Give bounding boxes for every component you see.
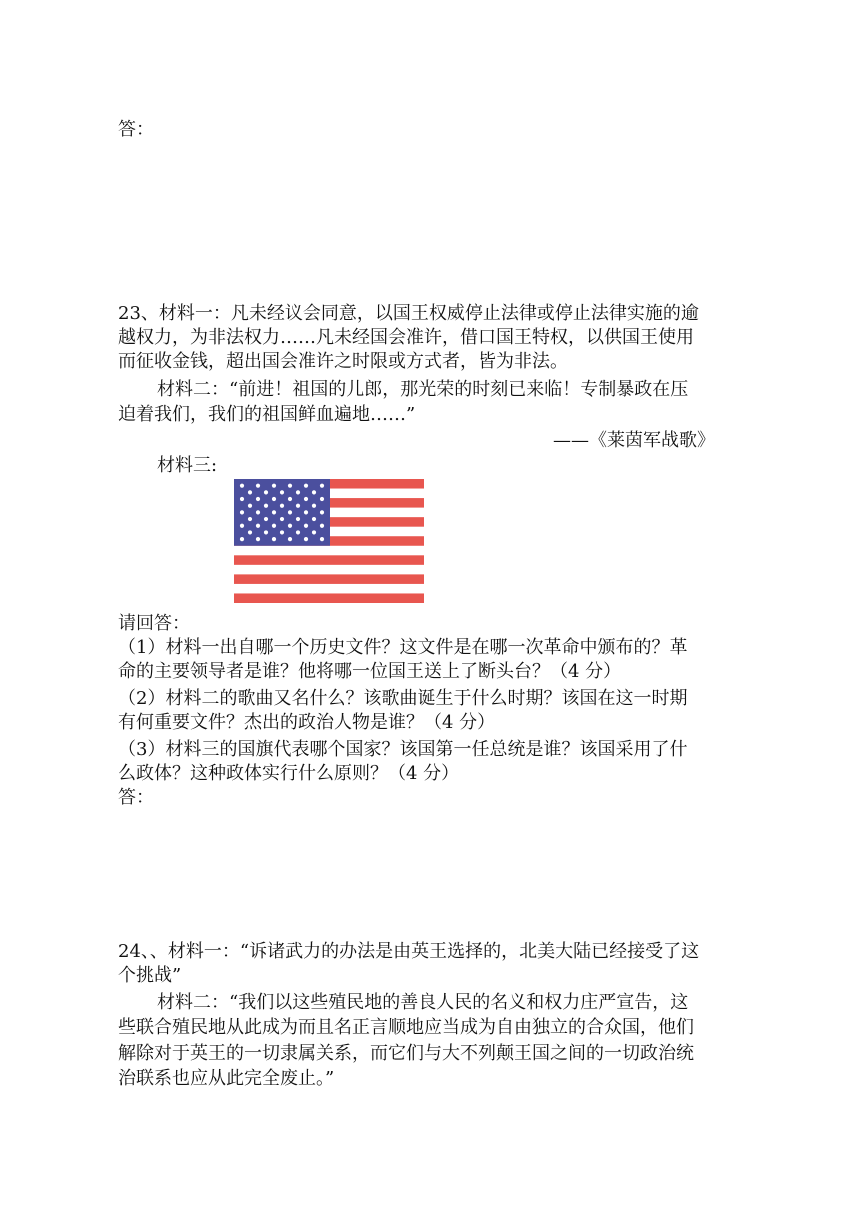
q24-material1-line: 24、、材料一：“诉诸武力的办法是由英王选择的，北美大陆已经接受了这 [118,941,700,962]
flag-star [296,490,300,494]
flag-star [304,524,308,528]
flag-stripe [234,565,424,575]
q23-prompt: 请回答： [118,613,190,634]
flag-star [248,530,252,534]
flag-stripe [234,584,424,594]
flag-star [296,517,300,521]
q23-answer-label: 答： [118,787,154,808]
flag-stripe [234,593,424,603]
flag-star [280,504,284,508]
flag-star [304,510,308,514]
flag-star [288,510,292,514]
q23-question-line: 命的主要领导者是谁？他将哪一位国王送上了断头台？（4 分） [118,661,622,682]
flag-star [240,510,244,514]
q23-material2-line: 迫着我们，我们的祖国鲜血遍地……” [118,404,416,425]
flag-star [256,497,260,501]
flag-star [240,484,244,488]
answer-label: 答： [118,119,154,140]
flag-star [248,504,252,508]
flag-star [272,497,276,501]
flag-star [320,524,324,528]
q23-material2-line: 材料二：“前进！祖国的儿郎，那光荣的时刻已来临！专制暴政在压 [157,379,689,400]
q24-material1-line: 个挑战” [118,965,182,986]
flag-star [288,484,292,488]
flag-star [280,530,284,534]
flag-star [248,490,252,494]
flag-star [264,490,268,494]
flag-star [256,537,260,541]
flag-star [312,504,316,508]
q23-material3-label: 材料三: [157,455,218,476]
flag-star [288,537,292,541]
flag-star [320,537,324,541]
q23-question-line: （3）材料三的国旗代表哪个国家？该国第一任总统是谁？该国采用了什 [118,739,688,760]
flag-star [272,484,276,488]
q23-material2-source: ——《莱茵军战歌》 [553,430,715,451]
flag-stripe [234,555,424,565]
flag-star [312,517,316,521]
flag-star [272,510,276,514]
flag-star [240,524,244,528]
flag-star [272,537,276,541]
q23-question-line: 么政体？这种政体实行什么原则？（4 分） [118,763,460,784]
q24-material2-line: 治联系也应从此完全废止。” [118,1068,335,1089]
flag-star [304,537,308,541]
flag-star [288,524,292,528]
flag-star [320,484,324,488]
flag-star [264,504,268,508]
flag-stripe [234,574,424,584]
flag-star [304,497,308,501]
flag-star [248,517,252,521]
q23-material1-line: 而征收金钱，超出国会准许之时限或方式者，皆为非法。 [118,351,568,372]
flag-star [312,530,316,534]
flag-star [296,504,300,508]
q24-material2-line: 些联合殖民地从此成为而且名正言顺地应当成为自由独立的合众国，他们 [118,1017,694,1038]
flag-star [312,490,316,494]
flag-star [272,524,276,528]
flag-star [320,497,324,501]
flag-stripe [234,546,424,556]
q23-material1-line: 23、材料一：凡未经议会同意，以国王权威停止法律或停止法律实施的逾 [118,303,699,324]
us-flag-icon [234,479,424,603]
q23-question-line: （2）材料二的歌曲又名什么？该歌曲诞生于什么时期？该国在这一时期 [118,688,688,709]
flag-canton [234,479,330,546]
flag-star [304,484,308,488]
flag-star [256,484,260,488]
flag-star [280,517,284,521]
q24-material2-line: 解除对于英王的一切隶属关系，而它们与大不列颠王国之间的一切政治统 [118,1043,694,1064]
flag-star [288,497,292,501]
q23-question-line: 有何重要文件？杰出的政治人物是谁？（4 分） [118,712,496,733]
flag-star [256,524,260,528]
flag-star [320,510,324,514]
flag-star [240,537,244,541]
flag-star [264,530,268,534]
flag-star [296,530,300,534]
q24-material2-line: 材料二：“我们以这些殖民地的善良人民的名义和权力庄严宣告，这 [157,992,689,1013]
q23-material1-line: 越权力，为非法权力……凡未经国会准许，借口国王特权，以供国王使用 [118,327,694,348]
q23-question-line: （1）材料一出自哪一个历史文件？这文件是在哪一次革命中颁布的？革 [118,637,688,658]
flag-star [256,510,260,514]
flag-star [240,497,244,501]
flag-star [264,517,268,521]
flag-star [280,490,284,494]
